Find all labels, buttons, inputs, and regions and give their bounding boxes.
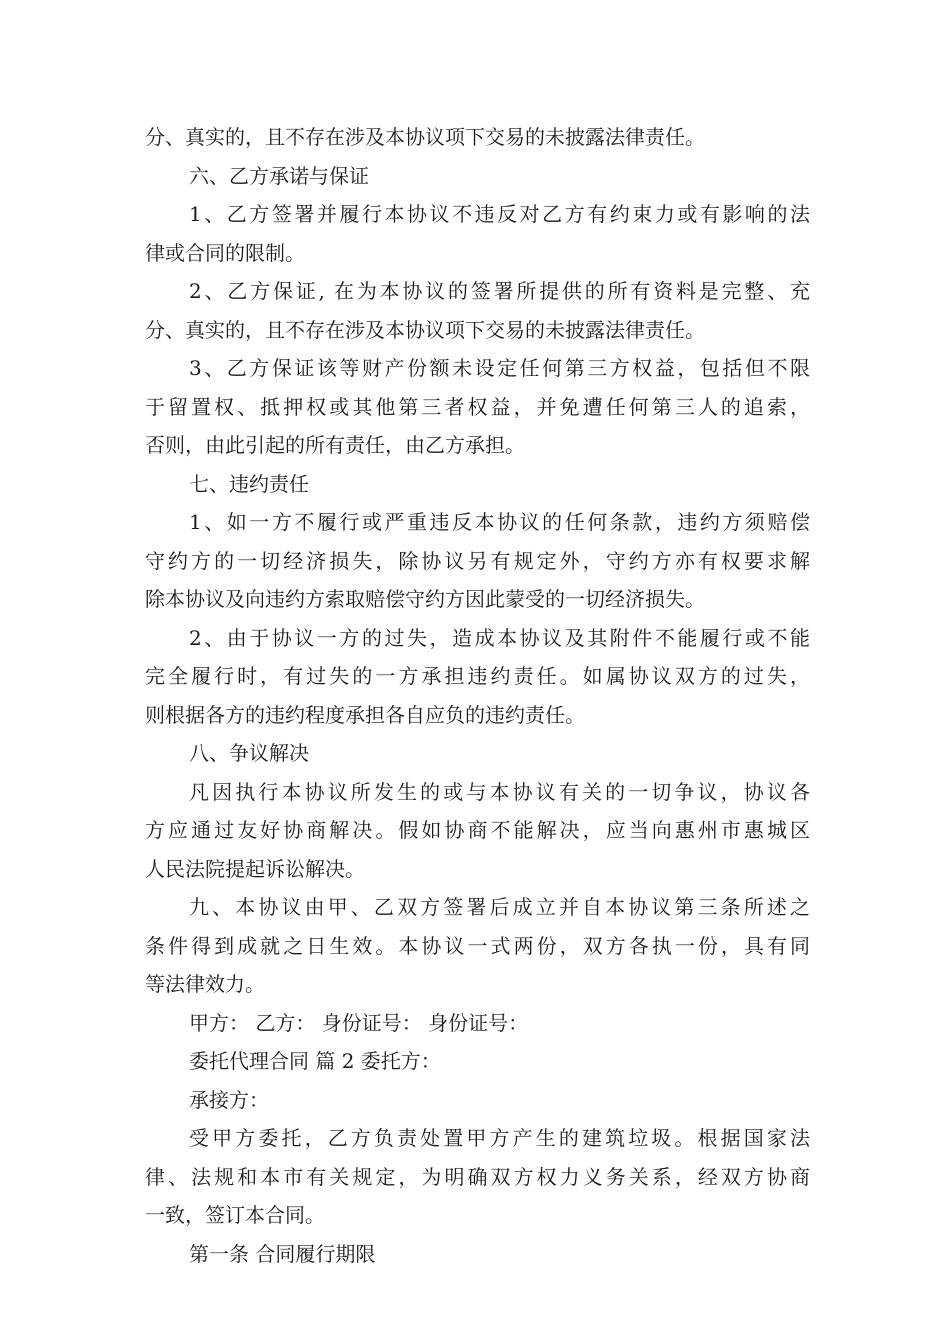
paragraph-line: 1、乙方签署并履行本协议不违反对乙方有约束力或有影响的法 [189,202,810,226]
paragraph-line: 七、违约责任 [189,471,309,496]
paragraph-line: 甲方： 乙方： 身份证号： 身份证号： [189,1010,529,1035]
paragraph-line: 委托代理合同 篇 2 委托方： [189,1049,441,1073]
paragraph-line: 受甲方委托，乙方负责处置甲方产生的建筑垃圾。根据国家法 [189,1126,810,1150]
paragraph-line: 方应通过友好协商解决。假如协商不能解决，应当向惠州市惠城区 [145,818,810,842]
paragraph-line: 2、乙方保证, 在为本协议的签署所提供的所有资料是完整、充 [189,279,810,303]
paragraph-line: 于留置权、抵押权或其他第三者权益，并免遭任何第三人的追索， [145,394,810,419]
document-body [145,118,810,1273]
paragraph-line: 八、争议解决 [189,741,309,765]
paragraph-line: 3、乙方保证该等财产份额未设定任何第三方权益，包括但不限 [189,356,810,380]
paragraph-line: 承接方： [189,1087,269,1112]
paragraph-line: 一致，签订本合同。 [145,1203,325,1227]
paragraph-line: 1、如一方不履行或严重违反本协议的任何条款，违约方须赔偿 [189,510,810,534]
paragraph-line: 守约方的一切经济损失，除协议另有规定外，守约方亦有权要求解 [145,548,810,573]
paragraph-line: 否则，由此引起的所有责任，由乙方承担。 [145,433,525,457]
paragraph-line: 完全履行时，有过失的一方承担违约责任。如属协议双方的过失， [145,664,810,688]
paragraph-line: 条件得到成就之日生效。本协议一式两份，双方各执一份，具有同 [145,933,810,958]
paragraph-line: 分、真实的，且不存在涉及本协议项下交易的未披露法律责任。 [145,125,705,149]
paragraph-line: 第一条 合同履行期限 [189,1241,376,1266]
paragraph-line: 律、法规和本市有关规定，为明确双方权力义务关系，经双方协商 [145,1164,810,1189]
paragraph-line: 则根据各方的违约程度承担各自应负的违约责任。 [145,702,585,727]
paragraph-line: 除本协议及向违约方索取赔偿守约方因此蒙受的一切经济损失。 [145,587,705,611]
paragraph-line: 等法律效力。 [145,972,265,996]
paragraph-line: 九、本协议由甲、乙双方签署后成立并自本协议第三条所述之 [189,895,810,919]
paragraph-line: 人民法院提起诉讼解决。 [145,856,365,881]
paragraph-line: 六、乙方承诺与保证 [189,163,369,188]
paragraph-line: 2、由于协议一方的过失，造成本协议及其附件不能履行或不能 [189,625,810,650]
paragraph-line: 分、真实的，且不存在涉及本协议项下交易的未披露法律责任。 [145,317,705,342]
paragraph-line: 凡因执行本协议所发生的或与本协议有关的一切争议，协议各 [189,779,810,804]
paragraph-line: 律或合同的限制。 [145,240,305,265]
